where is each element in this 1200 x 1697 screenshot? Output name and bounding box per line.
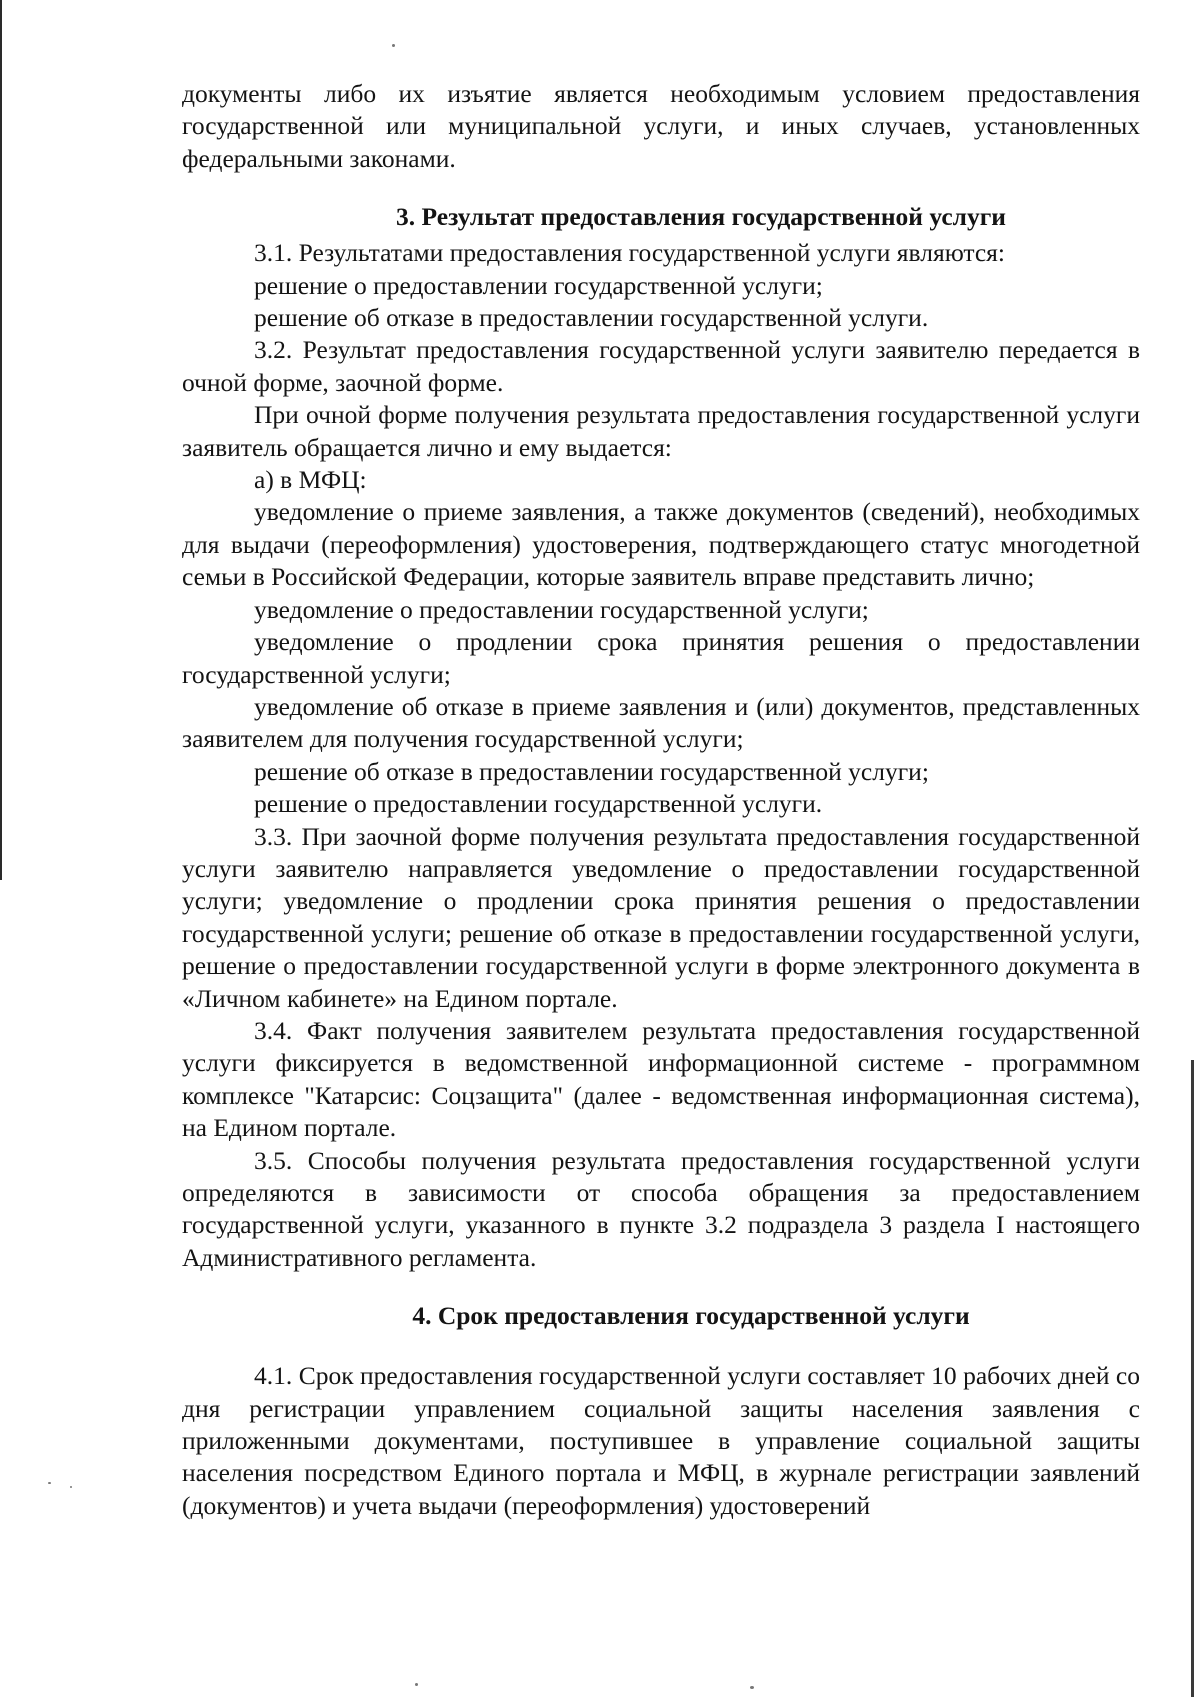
scan-left-edge: [0, 0, 2, 880]
scan-speck: [48, 1482, 51, 1484]
paragraph-in-person: При очной форме получения результата предоставления государственной услуги заявитель обращается лично и ему выдается:: [182, 400, 1140, 462]
list-item: решение о предоставлении государственной услуги.: [254, 789, 823, 819]
scan-speck: [750, 1686, 754, 1689]
section-4-heading: 4. Срок предоставления государственной услуги: [412, 1301, 970, 1331]
scan-right-edge: [1191, 1060, 1194, 1697]
paragraph-3-2: 3.2. Результат предоставления государственной услуги заявителю передается в очной форме, заочной форме.: [182, 335, 1140, 397]
subitem-mfc: а) в МФЦ:: [254, 465, 367, 495]
list-item: решение об отказе в предоставлении государственной услуги;: [254, 756, 929, 786]
paragraph-3-3: 3.3. При заочной форме получения результата предоставления государственной услуги заявителю направляется уведомление о предоставлении государственной услуги; уведомление о продлении срока принятия решения о предоставлении государственной услуги; решение об отказе в предоставлении государственной услуги, решение о предоставлении государственной услуги в форме электронного документа в «Личном кабинете» на Едином портале.: [182, 821, 1140, 1013]
result-item: решение об отказе в предоставлении государственной услуги.: [254, 303, 929, 333]
section-3-heading: 3. Результат предоставления государственной услуги: [396, 202, 1006, 232]
continuation-paragraph: документы либо их изъятие является необходимым условием предоставления государственной или муниципальной услуги, и иных случаев, установленных федеральными законами.: [182, 79, 1140, 173]
list-item: уведомление о предоставлении государственной услуги;: [254, 594, 869, 624]
result-item: решение о предоставлении государственной услуги;: [254, 270, 823, 300]
list-item: уведомление о продлении срока принятия решения о предоставлении государственной услуги;: [182, 627, 1140, 689]
paragraph-3-4: 3.4. Факт получения заявителем результата предоставления государственной услуги фиксируется в ведомственной информационной системе - программном комплексе "Катарсис: Соцзащита" (далее - ведомственная информационная система), на Едином портале.: [182, 1015, 1140, 1143]
paragraph-3-1: 3.1. Результатами предоставления государственной услуги являются:: [254, 238, 1005, 268]
list-item: уведомление об отказе в приеме заявления и (или) документов, представленных заявителем для получения государственной услуги;: [182, 691, 1140, 754]
scan-speck: [415, 1683, 418, 1686]
scan-speck: [70, 1486, 72, 1488]
paragraph-3-5: 3.5. Способы получения результата предоставления государственной услуги определяются в зависимости от способа обращения за предоставлением государственной услуги, указанного в пункте 3.2 подраздела 3 раздела I настоящего Административного регламента.: [182, 1145, 1140, 1272]
paragraph-4-1: 4.1. Срок предоставления государственной услуги составляет 10 рабочих дней со дня регистрации управлением социальной защиты населения заявления с приложенными документами, поступившее в управление социальной защиты населения посредством Единого портала и МФЦ, в журнале регистрации заявлений (документов) и учета выдачи (переоформления) удостоверений: [182, 1361, 1140, 1520]
document-page: [182, 78, 1140, 1522]
list-item: уведомление о приеме заявления, а также документов (сведений), необходимых для выдачи (переоформления) удостоверения, подтверждающего статус многодетной семьи в Российской Федерации, которые заявитель вправе представить лично;: [182, 497, 1140, 592]
scan-speck: [392, 44, 395, 47]
